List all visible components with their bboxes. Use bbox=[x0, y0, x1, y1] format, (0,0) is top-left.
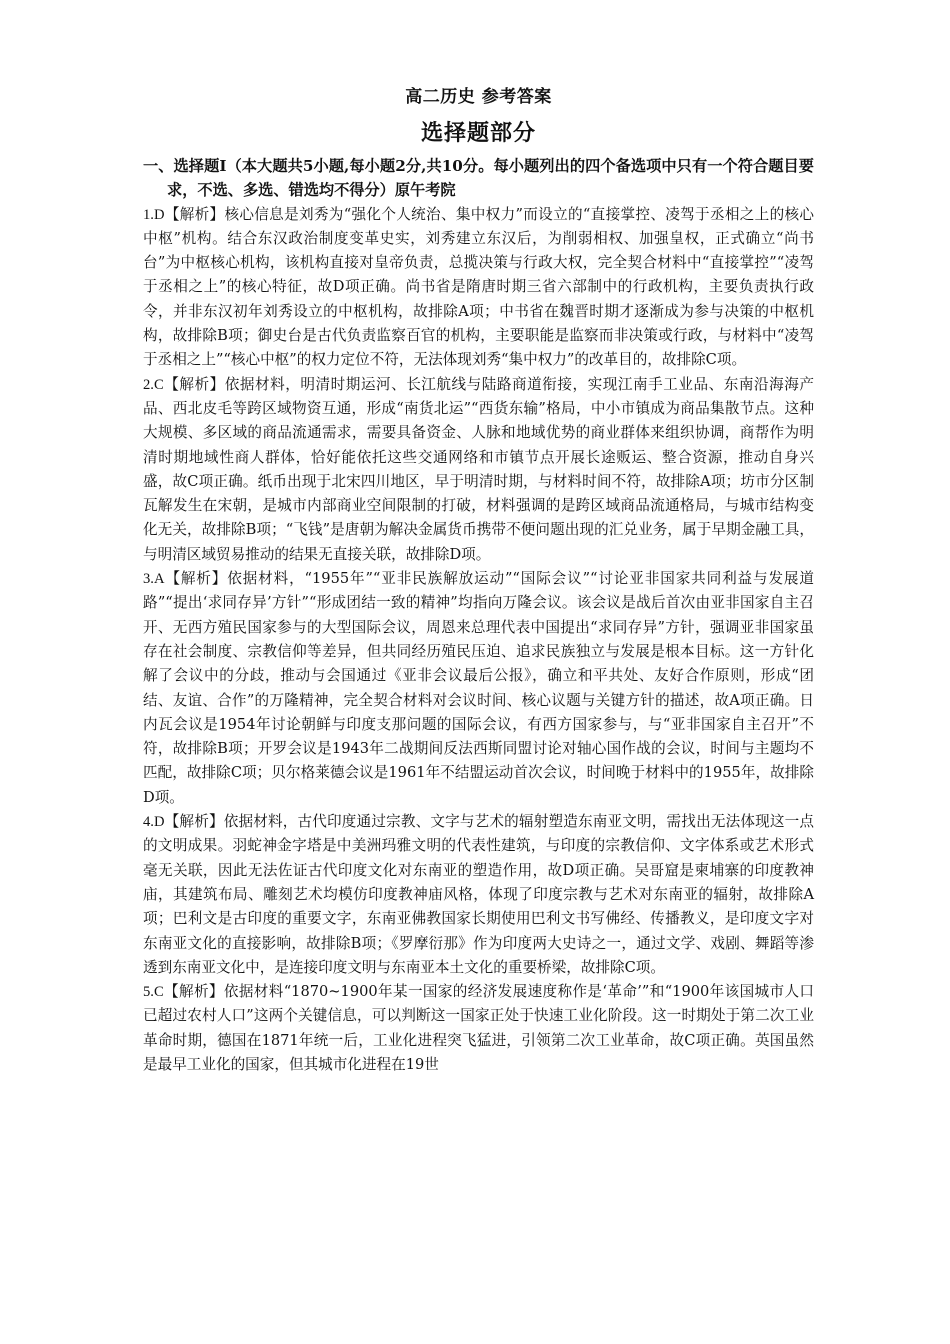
answer-label: 4.D bbox=[143, 814, 165, 831]
answer-item bbox=[143, 373, 814, 567]
answer-label: 5.C bbox=[143, 984, 164, 1001]
answer-text: 【解析】依据材料“1870~1900年某一国家的经济发展速度称作是‘革命’”和“1900年该国城市人口已超过农村人口”这两个关键信息，可以判断这一国家正处于快速工业化阶段。这一时期处于第二次工业革命时期，德国在1871年统一后，工业化进程突飞猛进，引领第二次工业革命，故C项正确。英国虽然是最早工业化的国家，但其城市化进程在19世 bbox=[143, 983, 814, 1073]
answer-item bbox=[143, 810, 814, 980]
answer-label: 1.D bbox=[143, 206, 165, 223]
document-title: 高二历史 参考答案 bbox=[405, 87, 552, 107]
answer-item bbox=[143, 567, 814, 810]
answer-text: 【解析】核心信息是刘秀为“强化个人统治、集中权力”而设立的“直接掌控、凌驾于丞相之上的核心中枢”机构。结合东汉政治制度变革史实，刘秀建立东汉后，为削弱相权、加强皇权，正式确立“尚书台”为中枢核心机构，该机构直接对皇帝负责，总揽决策与行政大权，完全契合材料中“直接掌控”“凌驾于丞相之上”的核心特征，故D项正确。尚书省是隋唐时期三省六部制中的行政机构，主要负责执行政令，并非东汉初年刘秀设立的中枢机构，故排除A项；中书省在魏晋时期才逐渐成为参与决策的中枢机构，故排除B项；御史台是古代负责监察百官的机构，主要职能是监察而非决策或行政，与材料中“凌驾于丞相之上”“核心中枢”的权力定位不符，无法体现刘秀“集中权力”的改革目的，故排除C项。 bbox=[143, 205, 814, 369]
answer-item bbox=[143, 980, 814, 1077]
answer-text: 【解析】依据材料，明清时期运河、长江航线与陆路商道衔接，实现江南手工业品、东南沿海海产品、西北皮毛等跨区域物资互通，形成“南货北运”“西货东输”格局，中小市镇成为商品集散节点。这种大规模、多区域的商品流通需求，需要具备资金、人脉和地域优势的商业群体来组织协调，商帮作为明清时期地域性商人群体，恰好能依托这些交通网络和市镇节点开展长途贩运、整合资源，推动自身兴盛，故C项正确。纸币出现于北宋四川地区，早于明清时期，与材料时间不符，故排除A项；坊市分区制瓦解发生在宋朝，是城市内部商业空间限制的打破，材料强调的是跨区域商品流通格局，与城市结构变化无关，故排除B项；“飞钱”是唐朝为解决金属货币携带不便问题出现的汇兑业务，属于早期金融工具，与明清区域贸易推动的结果无直接关联，故排除D项。 bbox=[143, 375, 814, 563]
answer-label: 2.C bbox=[143, 376, 164, 393]
question-instruction: 一、选择题Ⅰ（本大题共5小题,每小题2分,共10分。每小题列出的四个备选项中只有一个符合题目要求，不选、多选、错选均不得分）原午考院 bbox=[143, 157, 814, 200]
answer-item bbox=[143, 203, 814, 373]
answer-text: 【解析】依据材料，古代印度通过宗教、文字与艺术的辐射塑造东南亚文明，需找出无法体现这一点的文明成果。羽蛇神金字塔是中美洲玛雅文明的代表性建筑，与印度的宗教信仰、文字体系或艺术形式毫无关联，因此无法佐证古代印度文化对东南亚的塑造作用，故D项正确。吴哥窟是柬埔寨的印度教神庙，其建筑布局、雕刻艺术均模仿印度教神庙风格，体现了印度宗教与艺术对东南亚的辐射，故排除A项；巴利文是古印度的重要文字，东南亚佛教国家长期使用巴利文书写佛经、传播教义，是印度文字对东南亚文化的直接影响，故排除B项；《罗摩衍那》作为印度两大史诗之一，通过文学、戏剧、舞蹈等渗透到东南亚文化中，是连接印度文明与东南亚本土文化的重要桥梁，故排除C项。 bbox=[143, 813, 814, 976]
answer-label: 3.A bbox=[143, 571, 165, 588]
answer-text: 【解析】依据材料，“1955年”“亚非民族解放运动”“国际会议”“讨论亚非国家共同利益与发展道路”“提出‘求同存异’方针”“形成团结一致的精神”均指向万隆会议。该会议是战后首次由亚非国家自主召开、无西方殖民国家参与的大型国际会议，周恩来总理代表中国提出“求同存异”方针，强调亚非国家虽存在社会制度、宗教信仰等差异，但共同经历殖民压迫、追求民族独立与发展是根本目标。这一方针化解了会议中的分歧，推动与会国通过《亚非会议最后公报》，确立和平共处、友好合作原则，形成“团结、友谊、合作”的万隆精神，完全契合材料对会议时间、核心议题与关键方针的描述，故A项正确。日内瓦会议是1954年讨论朝鲜与印度支那问题的国际会议，有西方国家参与，与“亚非国家自主召开”不符，故排除B项；开罗会议是1943年二战期间反法西斯同盟讨论对轴心国作战的会议，时间与主题均不匹配，故排除C项；贝尔格莱德会议是1961年不结盟运动首次会议，时间晚于材料中的1955年，故排除D项。 bbox=[143, 570, 814, 806]
section-title: 选择题部分 bbox=[420, 120, 536, 146]
